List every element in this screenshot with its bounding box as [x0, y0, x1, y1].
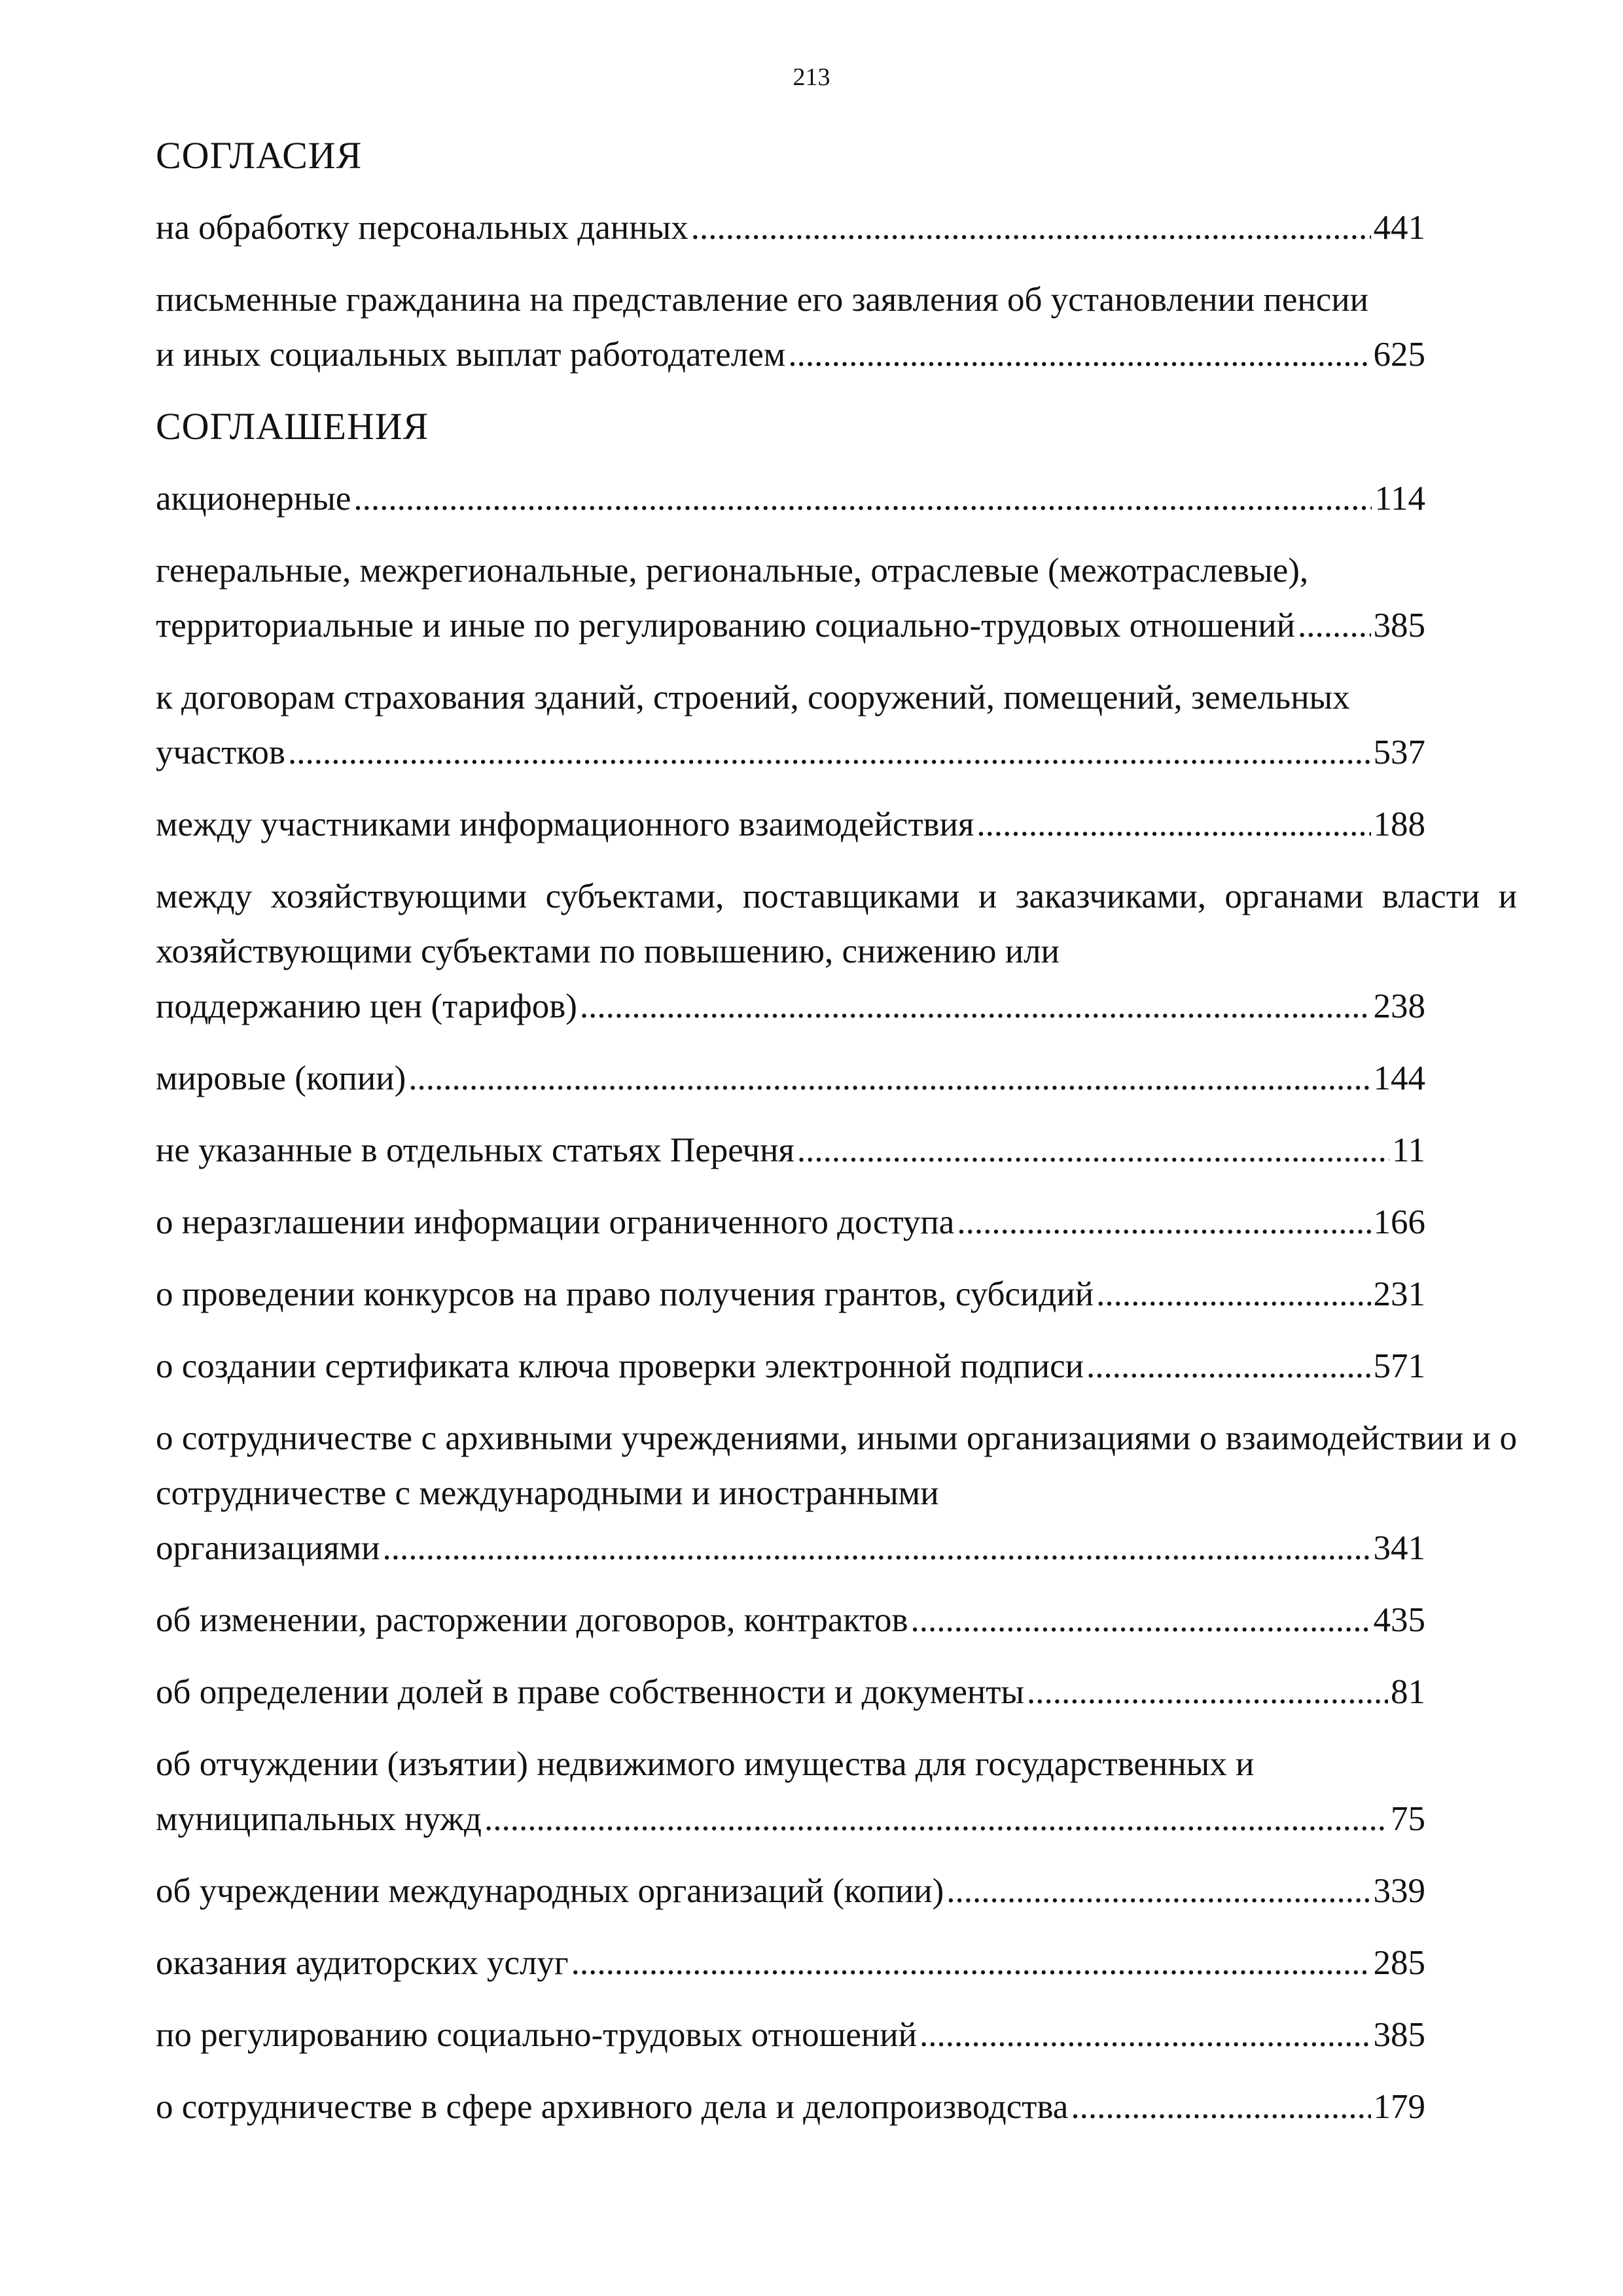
- dot-leader: [484, 1792, 1388, 1846]
- entry-text: о проведении конкурсов на право получения грантов, субсидий: [156, 1275, 1094, 1313]
- entry-line: [156, 1593, 1425, 1648]
- dot-leader: [580, 979, 1371, 1034]
- entry-line: [156, 1665, 1425, 1720]
- entry-line: [156, 797, 1425, 852]
- entry-text: поддержанию цен (тарифов): [156, 987, 577, 1025]
- dot-leader: [1086, 1339, 1370, 1394]
- entry-text: участков: [156, 733, 285, 771]
- dot-leader: [788, 327, 1370, 382]
- entry-page: 11: [1391, 1131, 1425, 1169]
- index-entry: [156, 1411, 1517, 1576]
- entry-text: и иных социальных выплат работодателем: [156, 336, 786, 374]
- entry-lead-text: между хозяйствующими субъектами, поставщиками и заказчиками, органами власти и хозяйствующими субъектами по повышению, снижению или: [156, 877, 1517, 970]
- entry-text: о создании сертификата ключа проверки электронной подписи: [156, 1347, 1084, 1385]
- entry-page: 435: [1373, 1601, 1425, 1639]
- entry-text: об изменении, расторжении договоров, контрактов: [156, 1601, 908, 1639]
- entry-text: организациями: [156, 1529, 380, 1567]
- index-entry: [156, 543, 1517, 653]
- dot-leader: [353, 471, 1372, 526]
- entry-line: [156, 2079, 1425, 2134]
- entry-line: [156, 1123, 1425, 1178]
- entry-lead-text: письменные гражданина на представление его заявления об установлении пенсии: [156, 281, 1369, 319]
- entry-line: [156, 1051, 1425, 1106]
- entry-line: [156, 1195, 1425, 1250]
- dot-leader: [1298, 598, 1371, 653]
- entry-text: о неразглашении информации ограниченного доступа: [156, 1203, 955, 1241]
- entry-page: 341: [1373, 1529, 1425, 1567]
- dot-leader: [1071, 2079, 1370, 2134]
- entry-line: [156, 471, 1425, 526]
- index-entry: [156, 1665, 1517, 1720]
- entry-text: между участниками информационного взаимодействия: [156, 805, 974, 843]
- entry-page: 179: [1373, 2088, 1425, 2126]
- entry-page: 537: [1373, 733, 1425, 771]
- index-entry: [156, 200, 1517, 255]
- entry-text: по регулированию социально-трудовых отношений: [156, 2016, 918, 2054]
- dot-leader: [382, 1521, 1370, 1576]
- entry-line: [156, 979, 1425, 1034]
- index-entry: [156, 1593, 1517, 1648]
- entry-page: 571: [1373, 1347, 1425, 1385]
- dot-leader: [946, 1863, 1370, 1918]
- dot-leader: [571, 1935, 1371, 1990]
- entry-text: об учреждении международных организаций (копии): [156, 1872, 944, 1910]
- entry-page: 385: [1373, 607, 1425, 645]
- entry-lead-text: об отчуждении (изъятии) недвижимого имущества для государственных и: [156, 1745, 1255, 1783]
- entry-page: 625: [1373, 336, 1425, 374]
- entry-page: 285: [1373, 1944, 1425, 1982]
- entry-line: [156, 1863, 1425, 1918]
- entry-text: территориальные и иные по регулированию социально-трудовых отношений: [156, 607, 1295, 645]
- dot-leader: [1027, 1665, 1388, 1720]
- entry-lead-text: к договорам страхования зданий, строений, сооружений, помещений, земельных: [156, 679, 1350, 716]
- entry-page: 188: [1373, 805, 1425, 843]
- entry-lead-text: о сотрудничестве с архивными учреждениями, иными организациями о взаимодействии и о сотрудничестве с международными и иностранными: [156, 1419, 1517, 1512]
- index-entry: [156, 1267, 1517, 1322]
- index-entry: [156, 1737, 1517, 1846]
- index-entry: [156, 2079, 1517, 2134]
- index-entry: [156, 1863, 1517, 1918]
- entry-line: [156, 725, 1425, 780]
- entry-text: о сотрудничестве в сфере архивного дела и делопроизводства: [156, 2088, 1069, 2126]
- entry-line: [156, 1792, 1425, 1846]
- entry-lead-text: генеральные, межрегиональные, региональные, отраслевые (межотраслевые),: [156, 552, 1309, 590]
- entry-line: [156, 2007, 1425, 2062]
- entry-text: на обработку персональных данных: [156, 209, 688, 247]
- entry-page: 166: [1373, 1203, 1425, 1241]
- entry-page: 385: [1373, 2016, 1425, 2054]
- index-entry: [156, 1051, 1517, 1106]
- section-heading-soglasheniya: СОГЛАШЕНИЯ: [156, 405, 429, 448]
- entry-line: [156, 1339, 1425, 1394]
- dot-leader: [910, 1593, 1370, 1648]
- index-entry: [156, 1123, 1517, 1178]
- index-entry: [156, 471, 1517, 526]
- dot-leader: [976, 797, 1370, 852]
- index-entry: [156, 670, 1517, 780]
- entry-page: 75: [1391, 1800, 1425, 1838]
- entry-page: 114: [1374, 480, 1425, 518]
- entry-line: [156, 1521, 1425, 1576]
- entry-text: мировые (копии): [156, 1059, 406, 1097]
- entry-line: [156, 598, 1425, 653]
- entry-text: не указанные в отдельных статьях Перечня: [156, 1131, 794, 1169]
- index-entry: [156, 797, 1517, 852]
- entry-page: 231: [1373, 1275, 1425, 1313]
- entry-page: 81: [1391, 1673, 1425, 1711]
- entry-page: 339: [1373, 1872, 1425, 1910]
- index-entry: [156, 2007, 1517, 2062]
- entry-line: [156, 200, 1425, 255]
- entry-line: [156, 1935, 1425, 1990]
- index-entry: [156, 1935, 1517, 1990]
- entry-page: 238: [1373, 987, 1425, 1025]
- entry-line: [156, 327, 1425, 382]
- entry-page: 441: [1373, 209, 1425, 247]
- dot-leader: [957, 1195, 1370, 1250]
- section-heading-soglasiya: СОГЛАСИЯ: [156, 134, 363, 177]
- entry-text: акционерные: [156, 480, 351, 518]
- entry-text: об определении долей в праве собственности и документы: [156, 1673, 1025, 1711]
- dot-leader: [919, 2007, 1370, 2062]
- entry-text: муниципальных нужд: [156, 1800, 482, 1838]
- dot-leader: [408, 1051, 1370, 1106]
- index-entry: [156, 869, 1517, 1034]
- index-entry: [156, 1339, 1517, 1394]
- entry-text: оказания аудиторских услуг: [156, 1944, 569, 1982]
- page-number: 213: [793, 63, 830, 91]
- index-content: [156, 128, 1517, 2151]
- dot-leader: [288, 725, 1371, 780]
- dot-leader: [691, 200, 1371, 255]
- dot-leader: [797, 1123, 1389, 1178]
- entry-line: [156, 1267, 1425, 1322]
- index-entry: [156, 1195, 1517, 1250]
- index-entry: [156, 272, 1517, 382]
- entry-page: 144: [1373, 1059, 1425, 1097]
- dot-leader: [1096, 1267, 1370, 1322]
